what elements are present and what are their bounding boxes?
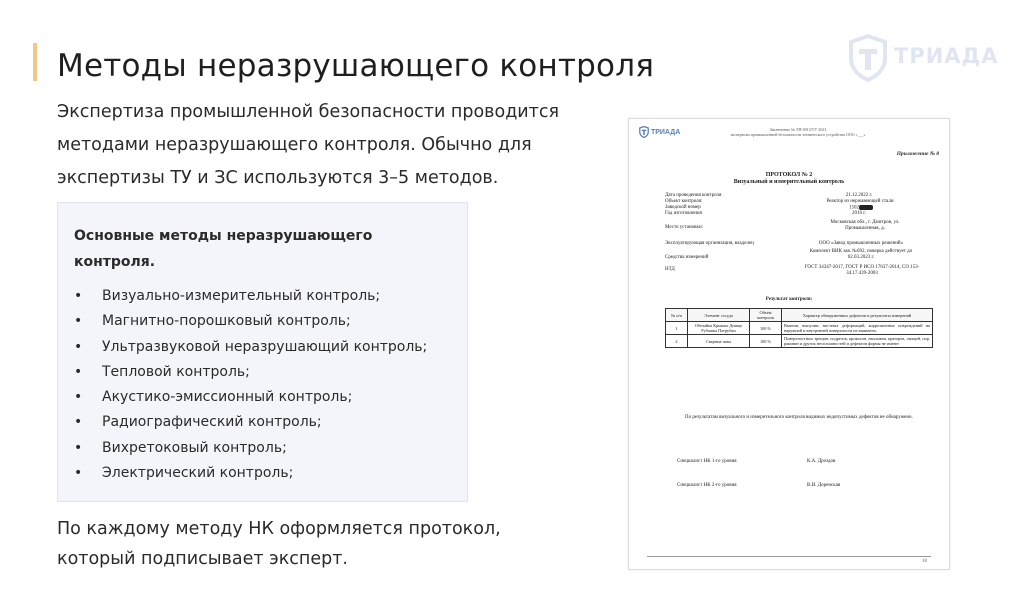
field-value: ООО «Завод промышленных решений» [818,241,904,246]
list-item: • Вихретоковый контроль; [70,436,427,461]
field-label: Место установки: [665,225,704,230]
methods-card-heading: Основные методы неразрушающего контроля. [74,228,373,270]
field-label: НТД [665,267,675,272]
list-item: • Тепловой контроль; [70,360,427,385]
results-table [665,308,933,348]
field-value: ГОСТ 34347-2017, ГОСТ Р ИСО 17637-2014, СО 153-34.17.439-2003 [804,265,920,276]
bullet-icon: • [74,465,83,482]
column-header: Объём контроля [750,309,782,322]
field-value: 1502 [841,205,881,212]
list-item: • Визуально-измерительный контроль; [70,284,427,309]
table-cell: 2 [666,335,688,348]
list-item: • Ультразвуковой неразрушающий контроль; [70,335,427,360]
bullet-icon: • [74,338,83,355]
field-value: Московская обл., г. Дмитров, ул. Промышленная, д. [830,220,900,231]
signature-name: К.А. Дроздов [807,459,836,464]
list-item: • Электрический контроль; [70,461,427,486]
table-header-row [666,309,933,322]
field-label: Эксплуатирующая организация, владелец [665,241,754,246]
signature-name: В.И. Доренская [807,483,841,488]
table-cell: 1 [666,322,688,335]
field-label: Заводской номер [665,205,701,210]
methods-card [57,202,468,502]
bullet-icon: • [74,439,83,456]
table-cell: Сварные швы [688,335,750,348]
table-row [666,335,933,348]
footer-divider [647,556,931,557]
table-cell: Обечайка Крышка Днище Рубашка Патрубки [688,322,750,335]
field-label: Средства измерений [665,255,709,260]
logo-text: ТРИАДА [894,44,999,68]
signature-role: Специалист НК 1-го уровня [677,459,737,464]
title-accent-bar [33,43,37,81]
bullet-icon: • [74,288,83,304]
bullet-icon: • [74,313,83,330]
shield-icon [639,126,649,138]
list-item: • Акустико-эмиссионный контроль; [70,385,427,410]
page-number: 18 [922,559,927,564]
field-value: Комплект ВИК зав. №692, поверка действует до 02.03.2023 г. [809,249,913,260]
shield-icon [848,34,888,82]
field-label: Дата проведения контроля [665,193,722,198]
document-header: Заключение № ЭП-0013/ТУ-2023 экспертизы промышленной безопасности технического устройства ООО «___» [730,127,866,137]
field-value: 21.12.2022 г. [845,193,873,198]
list-item: • Радиографический контроль; [70,410,427,435]
redaction-mark [859,205,873,210]
column-header: № п/п [666,309,688,322]
field-value: 2016 г. [852,211,866,216]
bullet-icon: • [74,363,83,380]
protocol-title: ПРОТОКОЛ № 2 Визуальный и измерительный контроль [733,172,845,185]
results-title: Результат контроля: [765,297,813,302]
list-item: • Магнитно-порошковый контроль; [70,309,427,334]
table-cell: 100 % [750,335,782,348]
field-label: Год изготовления [665,211,702,216]
field-label: Объект контроля: [665,199,703,204]
bullet-icon: • [74,389,83,406]
outro-text: По каждому методу НК оформляется протокол, который подписывает эксперт. [57,519,501,569]
intro-text: Экспертиза промышленной безопасности проводится методами неразрушающего контроля. Обычно для экспертизы ТУ и ЗС используются 3–5 методов. [57,102,560,188]
table-cell: 100 % [750,322,782,335]
document-logo: ТРИАДА [639,126,680,138]
table-row [666,322,933,335]
table-cell: Поверхностных трещин, подрезов, прожогов, наплывов, кратеров, свищей, пор, раковин и других несплошностей и дефектов формы не имеют [782,335,933,348]
column-header: Характер обнаруженных дефектов и результаты измерений [782,309,933,322]
page-title: Методы неразрушающего контроля [57,48,655,84]
bullet-icon: • [74,414,83,431]
column-header: Элемент сосуда [688,309,750,322]
field-value: Реактор из нержавеющей стали [826,199,894,204]
table-cell: Вмятин, выпучин, местных деформаций, коррозионных повреждений на наружной и внутренней поверхности не выявлено. [782,322,933,335]
document-appendix: Приложение № 8 [896,151,939,157]
signature-role: Специалист НК 2-го уровня [677,483,737,488]
company-logo [848,34,999,88]
protocol-conclusion: По результатам визуального и измерительного контроля видимых недопустимых дефектов не обнаружено. [685,415,913,420]
methods-list [70,284,427,486]
protocol-document-image [628,118,950,570]
